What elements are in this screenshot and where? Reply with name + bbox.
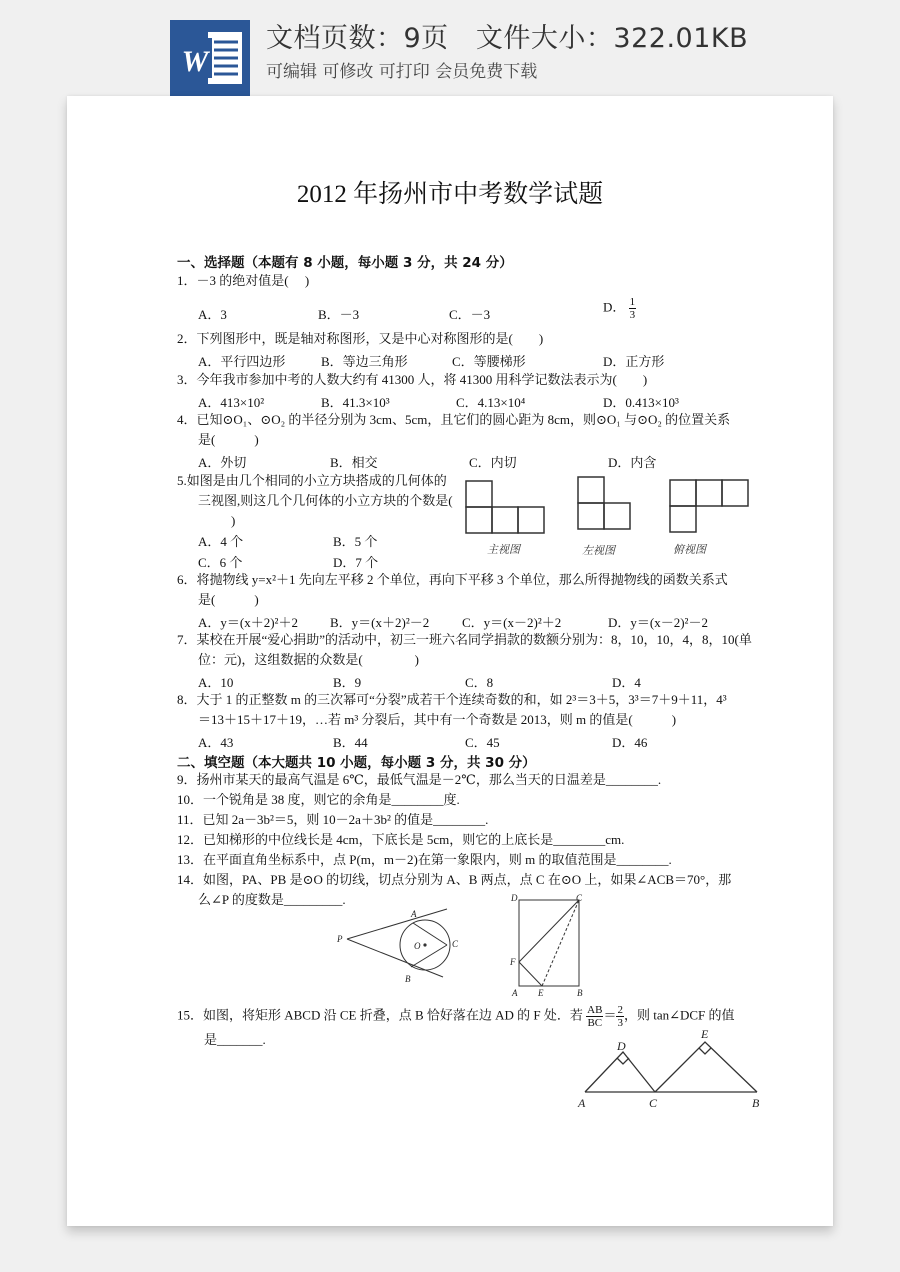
- left-view-label: 左视图: [582, 544, 615, 557]
- section-heading-fill: 二、填空题（本大题共 10 小题，每小题 3 分，共 30 分）: [177, 755, 536, 771]
- label-o: O: [414, 941, 421, 951]
- q5-option-b: B．5 个: [333, 534, 378, 549]
- label-p: P: [337, 934, 343, 944]
- q5-option-d: D．7 个: [333, 555, 379, 570]
- q4-option-c: C．内切: [469, 455, 517, 470]
- label-c: C: [452, 939, 459, 949]
- q2-option-b: B．等边三角形: [321, 354, 408, 369]
- q1-fraction: $\frac{1}{3}$: [629, 296, 636, 321]
- top-view: [670, 480, 748, 532]
- two-triangles-figure: [575, 1024, 770, 1114]
- label-e: E: [538, 988, 544, 998]
- q8-option-b: B．44: [333, 735, 368, 750]
- q2-option-a: A．平行四边形: [198, 354, 286, 369]
- q3-option-a: A．413×10²: [198, 395, 265, 410]
- label-a: A: [411, 909, 417, 919]
- front-view-label: 主视图: [487, 543, 520, 556]
- label-d: D: [511, 893, 518, 903]
- question-12: 12．已知梯形的中位线长是 4cm，下底长是 5cm，则它的上底长是________cm.: [177, 832, 625, 847]
- q7-option-d: D．4: [612, 675, 641, 690]
- q8-option-d: D．46: [612, 735, 648, 750]
- left-view: [578, 477, 630, 529]
- label-b2: B: [577, 988, 583, 998]
- q3-option-b: B．41.3×10³: [321, 395, 390, 410]
- q15-fraction-2-3: $\frac{2}{3}$: [617, 1004, 623, 1029]
- q7-option-a: A．10: [198, 675, 234, 690]
- question-8-line-1: 8．大于 1 的正整数 m 的三次幂可“分裂”成若干个连续奇数的和，如 2³＝3＋5，3³＝7＋9＋11，4³: [177, 692, 727, 707]
- question-2: 2．下列图形中，既是轴对称图形，又是中心对称图形的是( ): [177, 331, 544, 346]
- label-b3: B: [752, 1096, 760, 1110]
- question-1: 1．－3 的绝对值是( ): [177, 273, 310, 288]
- file-info-title: 文档页数：9页 文件大小：322.01KB: [266, 23, 749, 54]
- question-7-line-2: 位：元)，这组数据的众数是( ): [198, 652, 419, 667]
- label-c3: C: [649, 1096, 658, 1110]
- question-9: 9．扬州市某天的最高气温是 6℃，最低气温是－2℃，那么当天的日温差是________.: [177, 772, 662, 787]
- question-4-line-1: 4．已知⊙O₁、⊙O₂ 的半径分别为 3cm、5cm，且它们的圆心距为 8cm，则⊙O₁ 与⊙O₂ 的位置关系: [177, 412, 731, 427]
- q7-option-b: B．9: [333, 675, 362, 690]
- q1-option-d: D． $\frac{1}{3}$: [603, 296, 636, 321]
- q4-option-a: A．外切: [198, 455, 247, 470]
- q1-option-a: A．3: [198, 307, 227, 322]
- question-14-line-1: 14．如图，PA、PB 是⊙O 的切线，切点分别为 A、B 两点，点 C 在⊙O 上，如果∠ACB＝70°，那: [177, 872, 732, 887]
- q4-option-d: D．内含: [608, 455, 657, 470]
- question-8-line-2: ＝13＋15＋17＋19，…若 m³ 分裂后，其中有一个奇数是 2013，则 m 的值是( ): [198, 712, 677, 727]
- q6-option-a: A．y＝(x＋2)²＋2: [198, 615, 298, 630]
- q3-option-c: C．4.13×10⁴: [456, 395, 526, 410]
- label-c2: C: [576, 893, 583, 903]
- q8-option-a: A．43: [198, 735, 234, 750]
- question-11: 11．已知 2a－3b²＝5，则 10－2a＋3b² 的值是________.: [177, 812, 489, 827]
- q2-option-c: C．等腰梯形: [452, 354, 526, 369]
- q5-option-c: C．6 个: [198, 555, 243, 570]
- rectangle-fold-figure: [505, 888, 595, 1000]
- question-7-line-1: 7．某校在开展“爱心捐助”的活动中，初三一班六名同学捐款的数额分别为：8，10，10，4，8，10(单: [177, 632, 752, 647]
- question-4-line-2: 是( ): [198, 432, 259, 447]
- label-a3: A: [578, 1096, 586, 1110]
- three-views-figure: [460, 472, 760, 562]
- question-3: 3．今年我市参加中考的人数大约有 41300 人，将 41300 用科学记数法表示为( ): [177, 372, 648, 387]
- q8-option-c: C．45: [465, 735, 500, 750]
- front-view: [466, 481, 544, 533]
- tangent-circle-figure: [335, 905, 475, 987]
- label-f: F: [510, 957, 516, 967]
- question-5-line-2: 三视图,则这几个几何体的小立方块的个数是(: [198, 493, 453, 508]
- q6-option-b: B．y＝(x＋2)²－2: [330, 615, 430, 630]
- q3-option-d: D．0.413×10³: [603, 395, 679, 410]
- label-d3: D: [617, 1039, 626, 1053]
- q15-fraction-ab-bc: $\frac{AB}{BC}$: [587, 1004, 603, 1029]
- label-a2: A: [512, 988, 518, 998]
- label-b: B: [405, 974, 411, 984]
- question-5-line-3: ): [231, 513, 236, 528]
- question-6-line-2: 是( ): [198, 592, 259, 607]
- question-15-line-1: 15．如图，将矩形 ABCD 沿 CE 折叠，点 B 恰好落在边 AD 的 F 处．若 $\frac{AB}{BC}$ ＝ $\frac{2}{3}$ ，则 tan∠DCF 的值: [177, 1004, 735, 1029]
- question-5-line-1: 5.如图是由几个相同的小立方块搭成的几何体的: [177, 473, 447, 488]
- q1-option-b: B．－3: [318, 307, 360, 322]
- file-info-subtitle: 可编辑 可修改 可打印 会员免费下载: [266, 62, 538, 82]
- q6-option-d: D．y＝(x－2)²－2: [608, 615, 708, 630]
- question-13: 13．在平面直角坐标系中，点 P(m，m－2)在第一象限内，则 m 的取值范围是________.: [177, 852, 672, 867]
- question-10: 10．一个锐角是 38 度，则它的余角是________度.: [177, 792, 460, 807]
- question-6-line-1: 6．将抛物线 y=x²＋1 先向左平移 2 个单位，再向下平移 3 个单位，那么所得抛物线的函数关系式: [177, 572, 728, 587]
- q7-option-c: C．8: [465, 675, 494, 690]
- word-document-icon: [170, 20, 250, 96]
- question-15-line-2: 是_______.: [204, 1032, 266, 1047]
- q2-option-d: D．正方形: [603, 354, 665, 369]
- q5-option-a: A．4 个: [198, 534, 244, 549]
- section-heading-choice: 一、选择题（本题有 8 小题，每小题 3 分，共 24 分）: [177, 255, 513, 271]
- question-14-line-2: 么∠P 的度数是_________.: [198, 892, 346, 907]
- top-view-label: 俯视图: [673, 543, 706, 556]
- document-title: 2012 年扬州市中考数学试题: [296, 181, 604, 208]
- q1-option-c: C．－3: [449, 307, 491, 322]
- svg-text:W: W: [181, 45, 209, 78]
- download-header: [0, 0, 900, 96]
- q4-option-b: B．相交: [330, 455, 378, 470]
- q6-option-c: C．y＝(x－2)²＋2: [462, 615, 562, 630]
- label-e3: E: [701, 1027, 709, 1041]
